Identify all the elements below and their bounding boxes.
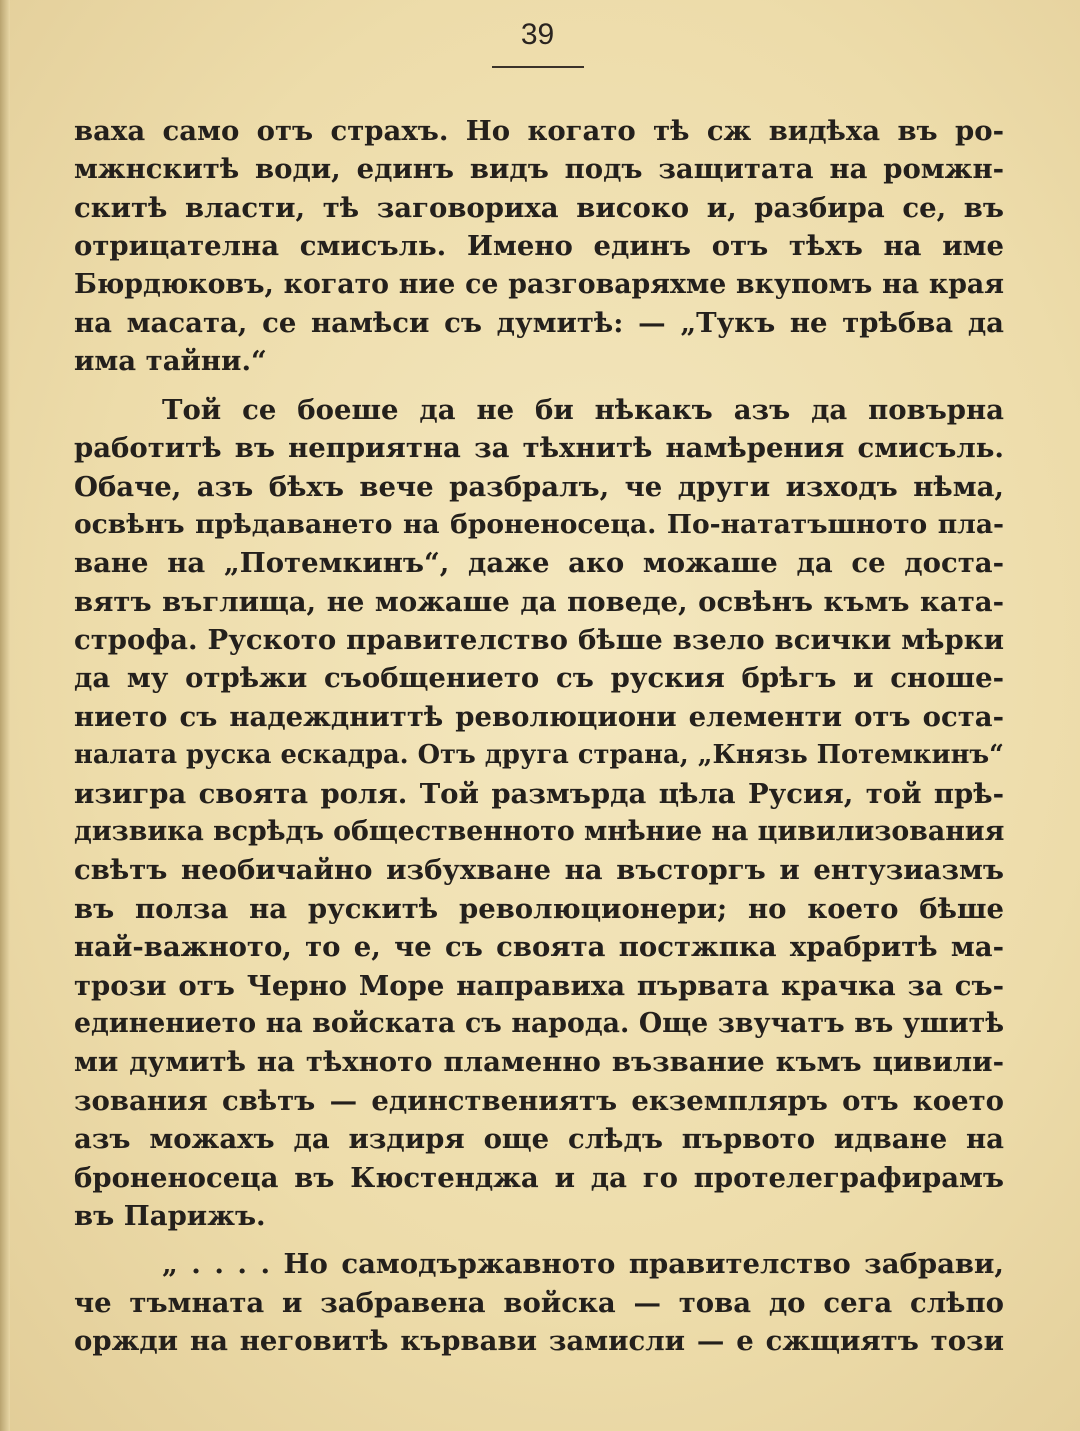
text-line: изигра своята роля. Той размърда цѣла Русия, той прѣ- [74, 777, 1004, 810]
text-line: трози отъ Черно Море направиха първата крачка за съ- [74, 969, 1004, 1002]
text-line: Обаче, азъ бѣхъ вече разбралъ, че други изходъ нѣма, [74, 470, 1004, 503]
text-line: ване на „Потемкинъ“, даже ако можаше да се доста- [74, 547, 1004, 580]
text-line: зования свѣтъ — единствениятъ екземпляръ отъ което [74, 1084, 1004, 1117]
text-line: строфа. Руското правителство бѣше взело всички мѣрки [74, 624, 1004, 657]
text-line: Бюрдюковъ, когато ние се разговаряхме вкупомъ на края [74, 268, 1004, 300]
text-line: азъ можахъ да издиря още слѣдъ първото идване на [74, 1123, 1004, 1156]
paragraph [74, 1245, 1004, 1360]
text-line: вятъ въглища, не можаше да поведе, освѣнъ къмъ ката- [74, 585, 1004, 618]
page-number: 39 [520, 18, 555, 51]
text-line: че тъмната и забравена войска — това до сега слѣпо [74, 1286, 1004, 1319]
text-line: най-важното, то е, че съ своята постжпка храбритѣ ма- [74, 931, 1004, 964]
text-line: ми думитѣ на тѣхното пламенно възвание къмъ цивили- [74, 1046, 1004, 1079]
text-line: да му отрѣжи съобщението съ руския брѣгъ и сноше- [74, 662, 1004, 695]
text-line: оржди на неговитѣ кървави замисли — е сжщиятъ този [74, 1325, 1004, 1358]
header-rule [492, 66, 584, 68]
paragraph [74, 391, 1004, 1236]
text-line: има тайни.“ [74, 345, 267, 378]
text-line: въ Парижъ. [74, 1199, 266, 1232]
text-line: отрицателна смисъль. Имено единъ отъ тѣхъ на име [74, 230, 1004, 263]
text-line: мжнскитѣ води, единъ видъ подъ защитата на ромжн- [74, 153, 1004, 186]
text-line: Той се боеше да не би нѣкакъ азъ да повърна [162, 393, 1004, 426]
text-line: „ . . . . Но самодържавното правителство забрави, [162, 1248, 1004, 1281]
text-line: броненосеца въ Кюстенджа и да го протелеграфирамъ [74, 1161, 1004, 1194]
text-line: въ полза на рускитѣ революционери; но което бѣше [74, 892, 1004, 925]
page-binding-edge [0, 0, 10, 1431]
text-line: скитѣ власти, тѣ заговориха високо и, разбира се, въ [74, 191, 1004, 224]
text-line: работитѣ въ неприятна за тѣхнитѣ намѣрения смисъль. [74, 432, 1004, 465]
paragraph [74, 112, 1004, 381]
text-line: ваха само отъ страхъ. Но когато тѣ сж видѣха въ ро- [74, 115, 1004, 147]
text-line: нието съ надеждниттѣ революциони елементи отъ оста- [74, 700, 1004, 733]
body-text [74, 112, 1004, 1361]
text-line: налата руска ескадра. Отъ друга страна, „Князь Потемкинъ“ [74, 740, 1004, 771]
text-line: дизвика всрѣдъ общественното мнѣние на цивилизования [74, 816, 1004, 848]
text-line: единението на войската съ народа. Още звучатъ въ ушитѣ [74, 1007, 1004, 1039]
text-line: освѣнъ прѣдаването на броненосеца. По-нататъшното пла- [74, 508, 1004, 540]
text-line: свѣтъ необичайно избухване на въсторгъ и ентузиазмъ [74, 854, 1004, 887]
text-line: на масата, се намѣси съ думитѣ: — „Тукъ не трѣбва да [74, 306, 1004, 339]
